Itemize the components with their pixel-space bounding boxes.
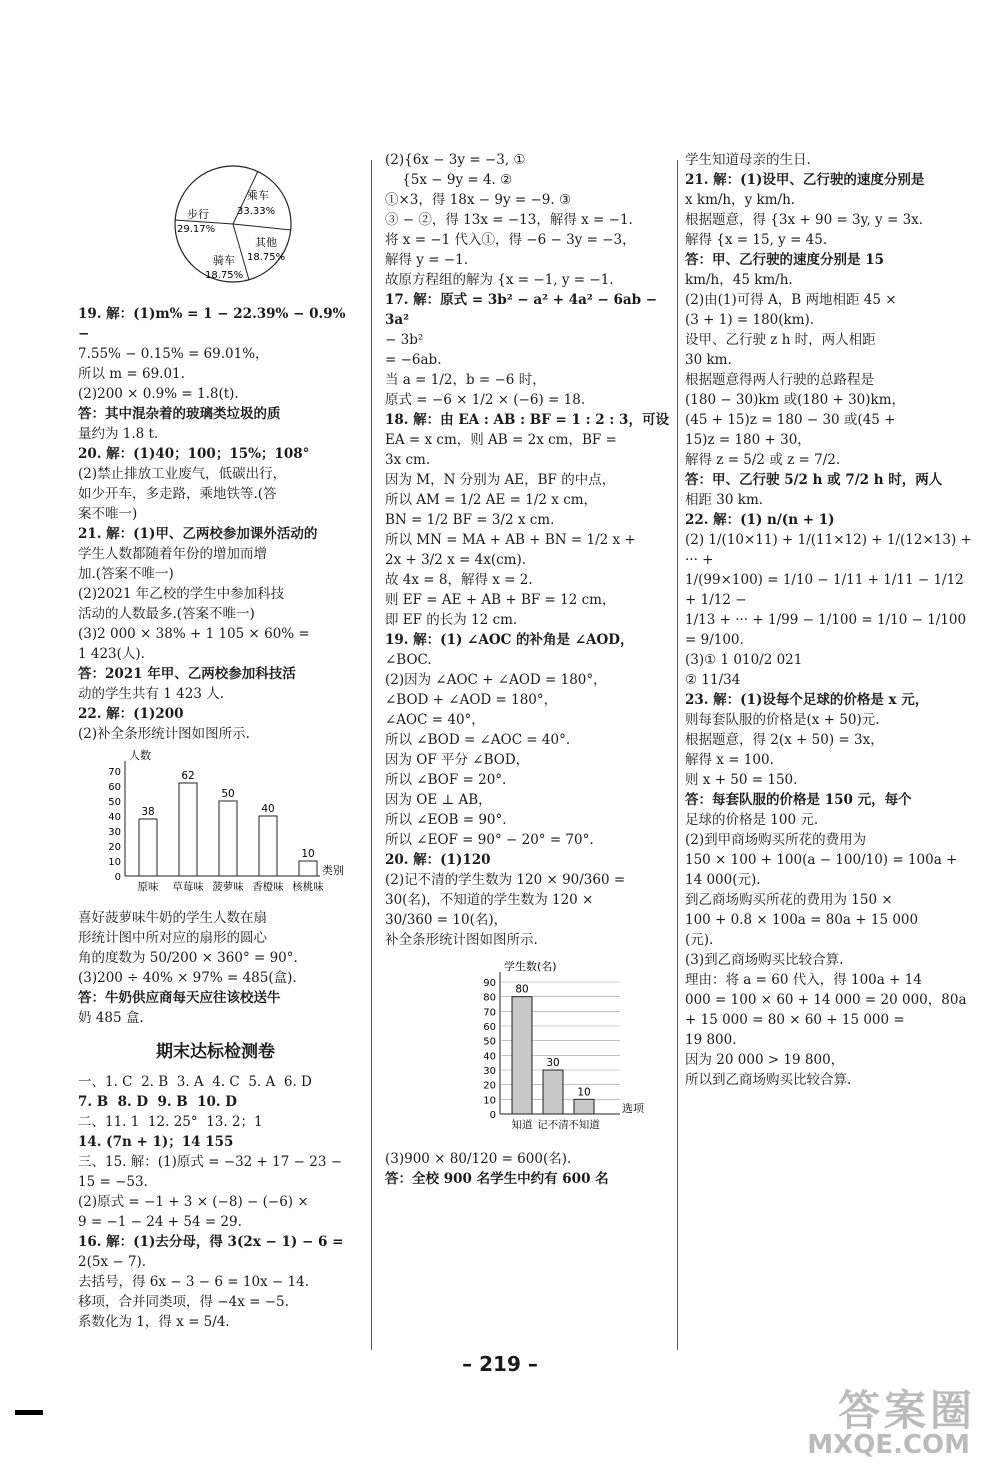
- text-line: 量约为 1.8 t.: [78, 426, 159, 442]
- text-line: 14. (7n + 1)；14 155: [78, 1134, 234, 1150]
- pie-chart: [78, 154, 353, 300]
- text-line: (3)900 × 80/120 = 600(名).: [385, 1151, 572, 1167]
- text-line: 则每套队服的价格是(x + 50)元.: [685, 712, 880, 728]
- text-line: 二、11. 1 12. 25° 13. 2；1: [78, 1114, 263, 1130]
- y-tick-label: 20: [108, 842, 121, 853]
- text-line: 3x cm.: [385, 452, 431, 468]
- y-tick-label: 30: [108, 827, 121, 838]
- bar-value-label: 10: [301, 848, 315, 860]
- x-axis-label: 选项: [622, 1102, 644, 1115]
- y-tick-label: 70: [108, 767, 121, 778]
- text-line: = −6ab.: [385, 352, 442, 368]
- y-tick-label: 60: [108, 782, 121, 793]
- text-line: ② 11/34: [685, 672, 741, 688]
- y-tick-label: 20: [483, 1080, 496, 1092]
- bar-value-label: 80: [515, 983, 529, 996]
- text-line: 相距 30 km.: [685, 492, 764, 508]
- text-line: 7.55% − 0.15% = 69.01%，: [78, 346, 269, 362]
- text-line: 所以到乙商场购买比较合算.: [685, 1072, 852, 1088]
- text-line: 21. 解：(1)甲、乙两校参加课外活动的: [78, 526, 318, 542]
- category-label: 核桃味: [292, 881, 324, 893]
- text-line: 加.(答案不唯一): [78, 566, 174, 582]
- text-line: 所以 ∠EOF = 90° − 20° = 70°.: [385, 832, 594, 848]
- x-axis-label: 类别: [322, 864, 343, 877]
- text-line: 19. 解：(1) ∠AOC 的补角是 ∠AOD，: [385, 632, 634, 648]
- text-line: ∠AOC = 40°，: [385, 712, 485, 728]
- y-tick-label: 90: [483, 978, 496, 989]
- text-line: 答：牛奶供应商每天应往该校送牛: [78, 990, 281, 1006]
- text-line: 学生人数都随着年份的增加而增: [78, 546, 267, 562]
- page-number: – 219 –: [462, 1352, 538, 1376]
- text-line: 17. 解：原式 = 3b² − a² + 4a² − 6ab − 3a²: [385, 292, 662, 328]
- text-line: (2)200 × 0.9% = 1.8(t).: [78, 386, 239, 402]
- text-line: 22. 解：(1) n/(n + 1): [685, 512, 835, 528]
- text-line: 奶 485 盒.: [78, 1010, 144, 1026]
- pie-value-2: 18.75%: [247, 252, 286, 263]
- bar-value-label: 40: [261, 803, 275, 815]
- text-line: 所以 ∠BOD = ∠AOC = 40°.: [385, 732, 571, 748]
- column-divider-1: [371, 160, 372, 1350]
- text-line: 21. 解：(1)设甲、乙行驶的速度分别是: [685, 172, 925, 188]
- bar-chart-flavors: [78, 748, 353, 904]
- text-line: ③ − ②，得 13x = −13，解得 x = −1.: [385, 212, 633, 228]
- text-line: 100 + 0.8 × 100a = 80a + 15 000: [685, 912, 919, 928]
- text-line: 则 EF = AE + AB + BF = 12 cm，: [385, 592, 616, 608]
- text-line: km/h，45 km/h.: [685, 272, 793, 288]
- text-line: 根据题意得两人行驶的总路程是: [685, 372, 874, 388]
- text-line: (2)到甲商场购买所花的费用为: [685, 832, 867, 848]
- text-line: 系数化为 1，得 x = 5/4.: [78, 1314, 230, 1330]
- y-tick-label: 10: [108, 857, 121, 868]
- text-line: (元).: [685, 932, 714, 948]
- text-line: 因为 20 000 > 19 800，: [685, 1052, 845, 1068]
- text-line: (45 + 15)z = 180 − 30 或(45 +: [685, 412, 896, 428]
- text-line: 理由：将 a = 60 代入，得 100a + 14: [685, 972, 922, 988]
- text-line: 000 = 100 × 60 + 14 000 = 20 000，80a: [685, 992, 967, 1008]
- text-line: (3)200 ÷ 40% × 97% = 485(盒).: [78, 970, 297, 986]
- text-line: ∠BOD + ∠AOD = 180°，: [385, 692, 558, 708]
- y-tick-label: 50: [483, 1036, 496, 1048]
- text-line: ①×3，得 18x − 9y = −9. ③: [385, 192, 572, 208]
- text-line: 原式 = −6 × 1/2 × (−6) = 18.: [385, 392, 586, 408]
- watermark-logo: 答案圈: [837, 1386, 976, 1435]
- y-tick-label: 50: [108, 797, 121, 808]
- text-line: (2)因为 ∠AOC + ∠AOD = 180°，: [385, 672, 607, 688]
- text-line: 2(5x − 7).: [78, 1254, 147, 1270]
- text-line: 案不唯一): [78, 506, 138, 522]
- bar-value-label: 62: [181, 770, 195, 782]
- text-line: 所以 ∠EOB = 90°.: [385, 812, 507, 828]
- text-line: 解得 y = −1.: [385, 252, 469, 268]
- y-tick-label: 0: [489, 1110, 496, 1121]
- bar-value-label: 38: [141, 806, 155, 818]
- text-line: 150 × 100 + 100(a − 100/10) = 100a +: [685, 852, 958, 868]
- text-line: 解得 x = 100.: [685, 752, 774, 768]
- column-1: [78, 150, 353, 1332]
- section-title: 期末达标检测卷: [156, 1042, 275, 1062]
- text-line: 即 EF 的长为 12 cm.: [385, 612, 518, 628]
- bar: [219, 801, 237, 876]
- text-line: (2)原式 = −1 + 3 × (−8) − (−6) ×: [78, 1194, 309, 1210]
- text-line: BN = 1/2 BF = 3/2 x cm.: [385, 512, 555, 528]
- text-line: 足球的价格是 100 元.: [685, 812, 819, 828]
- text-line: 一、1. C 2. B 3. A 4. C 5. A 6. D: [78, 1074, 312, 1090]
- text-line: 故 4x = 8，解得 x = 2.: [385, 572, 533, 588]
- text-line: 设甲、乙行驶 z h 时，两人相距: [685, 332, 876, 348]
- text-line: 2x + 3/2 x = 4x(cm).: [385, 552, 527, 568]
- y-tick-label: 0: [114, 872, 121, 883]
- text-line: 15)z = 180 + 30，: [685, 432, 811, 448]
- text-line: 将 x = −1 代入①，得 −6 − 3y = −3，: [385, 232, 636, 248]
- text-line: 如少开车，多走路，乘地铁等.(答: [78, 486, 277, 502]
- text-line: 所以 AM = 1/2 AE = 1/2 x cm，: [385, 492, 598, 508]
- text-line: 16. 解：(1)去分母，得 3(2x − 1) − 6 =: [78, 1234, 344, 1250]
- text-line: (2) 1/(10×11) + 1/(11×12) + 1/(12×13) + ··· +: [685, 532, 977, 568]
- column-3: [685, 150, 975, 1090]
- text-line: 所以 m = 69.01.: [78, 366, 185, 382]
- text-line: 22. 解：(1)200: [78, 706, 184, 722]
- text-line: 9 = −1 − 24 + 54 = 29.: [78, 1214, 242, 1230]
- text-line: (2)2021 年乙校的学生中参加科技: [78, 586, 285, 602]
- text-line: {5x − 9y = 4. ②: [385, 172, 513, 188]
- text-line: 所以 ∠BOF = 20°.: [385, 772, 507, 788]
- text-line: 因为 OE ⊥ AB，: [385, 792, 492, 808]
- text-line: 因为 OF 平分 ∠BOD，: [385, 752, 530, 768]
- text-line: (3 + 1) = 180(km).: [685, 312, 815, 328]
- text-line: 30 km.: [685, 352, 732, 368]
- text-line: 答：甲、乙行驶 5/2 h 或 7/2 h 时，两人: [685, 472, 943, 488]
- pie-value-3: 18.75%: [205, 270, 244, 281]
- text-line: 1/13 + ··· + 1/99 − 1/100 = 1/10 − 1/100: [685, 612, 967, 628]
- text-line: 角的度数为 50/200 × 360° = 90°.: [78, 950, 298, 966]
- text-line: 20. 解：(1)120: [385, 852, 491, 868]
- text-line: 三、15. 解：(1)原式 = −32 + 17 − 23 −: [78, 1154, 343, 1170]
- text-line: (2)由(1)可得 A，B 两地相距 45 ×: [685, 292, 897, 308]
- pie-label-0: 乘车: [247, 189, 269, 202]
- y-tick-label: 10: [483, 1095, 496, 1107]
- text-line: 答：甲、乙行驶的速度分别是 15: [685, 252, 884, 268]
- text-line: 答：其中混杂着的玻璃类垃圾的质: [78, 406, 281, 422]
- text-line: 学生知道母亲的生日.: [685, 152, 811, 168]
- text-line: 活动的人数最多.(答案不唯一): [78, 606, 255, 622]
- y-tick-label: 70: [483, 1007, 496, 1019]
- text-line: (3)到乙商场购买比较合算.: [685, 952, 844, 968]
- bar: [259, 816, 277, 876]
- text-line: 30/360 = 10(名)，: [385, 912, 508, 928]
- bar: [299, 861, 317, 876]
- text-line: 形统计图中所对应的扇形的圆心: [78, 930, 267, 946]
- bar: [512, 997, 532, 1114]
- y-axis-label: 学生数(名): [504, 960, 557, 973]
- category-label: 菠萝味: [212, 881, 244, 893]
- watermark-url: MXQE.COM: [807, 1430, 970, 1460]
- bar-value-label: 10: [577, 1086, 591, 1099]
- text-line: 补全条形统计图如图所示.: [385, 932, 538, 948]
- text-line: − 3b²: [385, 332, 424, 348]
- bar: [179, 783, 197, 876]
- text-line: 15 = −53.: [78, 1174, 148, 1190]
- text-line: 20. 解：(1)40；100；15%；108°: [78, 446, 310, 462]
- bar: [574, 1099, 594, 1114]
- text-line: (3)① 1 010/2 021: [685, 652, 803, 668]
- text-line: 19. 解：(1)m% = 1 − 22.39% − 0.9% −: [78, 306, 351, 342]
- column-2: [385, 150, 670, 1189]
- text-line: (2)补全条形统计图如图所示.: [78, 726, 250, 742]
- text-line: 当 a = 1/2，b = −6 时，: [385, 372, 546, 388]
- text-line: 所以 MN = MA + AB + BN = 1/2 x +: [385, 532, 636, 548]
- text-line: 答：2021 年甲、乙两校参加科技活: [78, 666, 296, 682]
- y-tick-label: 60: [483, 1022, 496, 1033]
- text-line: x km/h，y km/h.: [685, 192, 796, 208]
- text-line: 故原方程组的解为 {x = −1, y = −1.: [385, 272, 614, 288]
- text-line: 30(名)，不知道的学生数为 120 ×: [385, 892, 594, 908]
- y-tick-label: 30: [483, 1066, 496, 1077]
- text-line: (180 − 30)km 或(180 + 30)km，: [685, 392, 906, 408]
- text-line: 则 x + 50 = 150.: [685, 772, 798, 788]
- text-line: 18. 解：由 EA : AB : BF = 1 : 2 : 3，可设: [385, 412, 669, 428]
- y-axis-label: 人数: [129, 749, 151, 762]
- text-line: 去括号，得 6x − 3 − 6 = 10x − 14.: [78, 1274, 310, 1290]
- text-line: 动的学生共有 1 423 人.: [78, 686, 225, 702]
- text-line: (3)2 000 × 38% + 1 105 × 60% =: [78, 626, 310, 642]
- y-tick-label: 80: [483, 992, 496, 1004]
- text-line: (2){6x − 3y = −3, ①: [385, 152, 526, 168]
- text-line: ∠BOC.: [385, 652, 432, 668]
- category-label: 记不清: [537, 1119, 569, 1131]
- text-line: 1 423(人).: [78, 646, 145, 662]
- text-line: 答：每套队服的价格是 150 元，每个: [685, 792, 912, 808]
- text-line: 23. 解：(1)设每个足球的价格是 x 元，: [685, 692, 929, 708]
- pie-label-1: 步行: [187, 208, 209, 221]
- text-line: 根据题意，得 {3x + 90 = 3y, y = 3x.: [685, 212, 924, 228]
- corner-mark: [15, 1410, 43, 1415]
- text-line: 因为 M，N 分别为 AE，BF 的中点，: [385, 472, 616, 488]
- text-line: 解得 z = 5/2 或 z = 7/2.: [685, 452, 841, 468]
- text-line: 移项，合并同类项，得 −4x = −5.: [78, 1294, 289, 1310]
- pie-value-1: 29.17%: [177, 224, 216, 235]
- category-label: 不知道: [568, 1119, 600, 1131]
- bar: [543, 1070, 563, 1114]
- text-line: 喜好菠萝味牛奶的学生人数在扇: [78, 910, 267, 926]
- column-divider-2: [677, 160, 678, 1350]
- bar-value-label: 30: [546, 1057, 560, 1069]
- text-line: 根据题意，得 2(x + 50) = 3x，: [685, 732, 884, 748]
- text-line: 答：全校 900 名学生中约有 600 名: [385, 1171, 609, 1187]
- category-label: 草莓味: [172, 881, 204, 893]
- text-line: = 9/100.: [685, 632, 744, 648]
- text-line: 解得 {x = 15, y = 45.: [685, 232, 828, 248]
- pie-label-3: 骑车: [213, 254, 235, 267]
- category-label: 知道: [511, 1119, 533, 1131]
- bar-chart-students: [385, 954, 670, 1145]
- pie-label-2: 其他: [255, 236, 277, 249]
- bar: [139, 819, 157, 876]
- pie-value-0: 33.33%: [237, 206, 276, 217]
- text-line: (2)禁止排放工业废气，低碳出行，: [78, 466, 287, 482]
- category-label: 香橙味: [252, 881, 284, 893]
- text-line: (2)记不清的学生数为 120 × 90/360 =: [385, 872, 626, 888]
- text-line: 7. B 8. D 9. B 10. D: [78, 1094, 238, 1110]
- text-line: + 15 000 = 80 × 60 + 15 000 =: [685, 1012, 905, 1028]
- category-label: 原味: [137, 881, 159, 893]
- text-line: 1/(99×100) = 1/10 − 1/11 + 1/11 − 1/12 + 1/12 −: [685, 572, 969, 608]
- bar-value-label: 50: [221, 788, 235, 800]
- text-line: 到乙商场购买所花的费用为 150 ×: [685, 892, 893, 908]
- text-line: EA = x cm，则 AB = 2x cm，BF =: [385, 432, 617, 448]
- y-tick-label: 40: [483, 1051, 496, 1063]
- y-tick-label: 40: [108, 812, 121, 823]
- text-line: 19 800.: [685, 1032, 737, 1048]
- text-line: 14 000(元).: [685, 872, 761, 888]
